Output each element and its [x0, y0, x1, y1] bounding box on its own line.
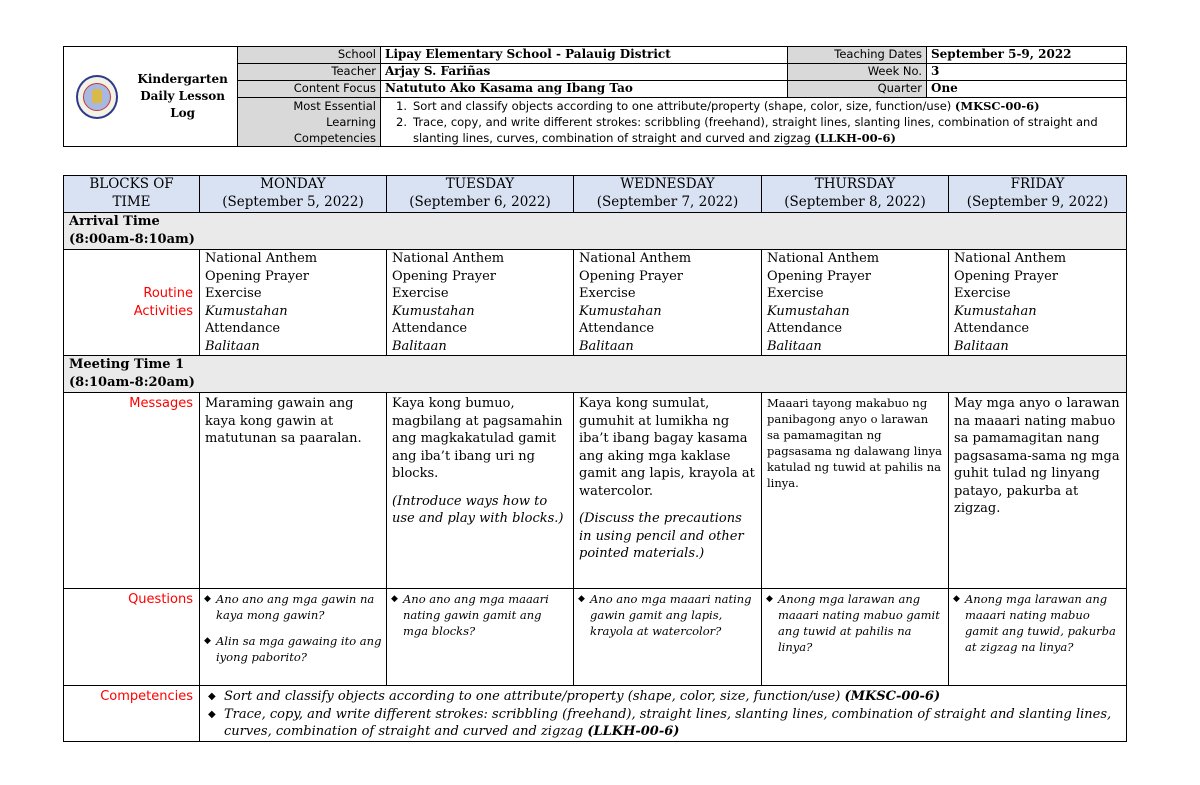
question-item: [204, 591, 382, 623]
message-text: Kaya kong sumulat, gumuhit at lumikha ng iba’t ibang bagay kasama ang aking mga kaklase gamit ang lapis, krayola at watercolor.: [579, 396, 755, 499]
day-date: (September 8, 2022): [784, 193, 926, 210]
routine-item: National Anthem: [579, 251, 692, 266]
day-header-thursday: [762, 176, 949, 213]
content-focus-label: Content Focus: [238, 81, 381, 98]
mel-text: Sort and classify objects according to one attribute/property (shape, color, size, function/use): [413, 99, 952, 113]
question-item: [953, 591, 1122, 655]
day-date: (September 9, 2022): [966, 193, 1109, 210]
mel-number: 2.: [396, 115, 407, 129]
routine-item: Kumustahan: [767, 303, 850, 319]
mel-list-cell: [381, 98, 1127, 147]
questions-wednesday: [574, 589, 762, 686]
question-item: [391, 591, 569, 639]
arrival-section-header: [64, 213, 1127, 250]
competency-item: [208, 706, 1122, 741]
routine-item: Attendance: [579, 321, 655, 336]
message-tuesday: [387, 393, 574, 589]
routine-item: Kumustahan: [579, 303, 662, 319]
routine-item: Opening Prayer: [579, 268, 683, 284]
routine-item: Balitaan: [205, 338, 260, 354]
routine-label-line: Routine: [143, 286, 193, 301]
day-header-monday: [200, 176, 387, 213]
questions-monday: [200, 589, 387, 686]
routine-item: Kumustahan: [392, 303, 475, 319]
routine-item: Opening Prayer: [392, 268, 496, 284]
day-date: (September 7, 2022): [596, 193, 739, 210]
mel-text: Trace, copy, and write different strokes: scribbling (freehand), straight lines, slanting lines, combination of straight and slanting lines, curves, combination of straight and curved and zigzag: [413, 115, 1098, 145]
section-title: Arrival Time: [69, 214, 160, 229]
routine-item: Opening Prayer: [205, 268, 309, 284]
mel-code: (LLKH-00-6): [814, 131, 896, 145]
deped-seal-icon: [76, 75, 118, 119]
routine-list-wednesday: [574, 250, 762, 356]
routine-list-thursday: [762, 250, 949, 356]
message-text: May mga anyo o larawan na maaari nating mabuo sa pamamagitan nang pagsasama-sama ng mga guhit tulad ng linyang patayo, pakurba at zigzag.: [954, 396, 1120, 516]
routine-item: Attendance: [392, 321, 468, 336]
competency-code: (LLKH-00-6): [587, 724, 680, 739]
teacher-value: Arjay S. Fariñas: [381, 64, 788, 81]
meeting-section-header: [64, 356, 1127, 393]
section-time: (8:10am-8:20am): [69, 374, 195, 390]
blocks-header-line: TIME: [112, 193, 151, 210]
mel-label: [238, 98, 381, 147]
competencies-cell: [200, 686, 1127, 742]
message-note: (Discuss the precautions in using pencil and other pointed materials.): [579, 511, 744, 561]
week-label: Week No.: [788, 64, 927, 81]
question-text: Alin sa mga gawaing ito ang iyong paborito?: [216, 634, 382, 664]
teaching-dates-value: September 5-9, 2022: [927, 47, 1127, 64]
messages-row: [64, 393, 1127, 589]
blocks-of-time-header: [64, 176, 200, 213]
routine-list-friday: [949, 250, 1127, 356]
question-text: Ano ano ang mga gawin na kaya mong gawin?: [216, 592, 375, 622]
bullet-icon: ◆: [578, 594, 585, 604]
competency-item: [208, 688, 1122, 706]
routine-item: Attendance: [205, 321, 281, 336]
questions-friday: [949, 589, 1127, 686]
message-thursday: [762, 393, 949, 589]
mel-item: [381, 114, 1122, 146]
mel-number: 1.: [396, 99, 407, 113]
grade-label: Kindergarten: [137, 72, 228, 86]
day-name: TUESDAY: [445, 176, 515, 192]
question-item: [578, 591, 757, 639]
day-date: (September 5, 2022): [222, 193, 364, 210]
routine-item: Opening Prayer: [767, 268, 871, 284]
day-header-wednesday: [574, 176, 762, 213]
questions-row: [64, 589, 1127, 686]
routine-item: Balitaan: [954, 338, 1009, 354]
routine-list-tuesday: [387, 250, 574, 356]
competency-code: (MKSC-00-6): [844, 689, 941, 704]
arrival-section-row: [64, 213, 1127, 250]
message-monday: [200, 393, 387, 589]
quarter-label: Quarter: [788, 81, 927, 98]
routine-item: Attendance: [767, 321, 843, 336]
messages-label: Messages: [64, 393, 200, 589]
message-text: Maaari tayong makabuo ng panibagong anyo o larawan sa pamamagitan ng pagsasama ng dalawang linya katulad ng tuwid at pahilis na linya.: [767, 396, 942, 490]
section-time: (8:00am-8:10am): [69, 231, 195, 247]
message-note: (Introduce ways how to use and play with blocks.): [392, 493, 564, 526]
question-text: Ano ano ang mga maaari nating gawin gamit ang mga blocks?: [403, 592, 549, 638]
day-header-tuesday: [387, 176, 574, 213]
routine-item: Exercise: [954, 286, 1011, 301]
mel-item: [381, 98, 1122, 114]
day-name: WEDNESDAY: [620, 176, 715, 192]
meeting-section-row: [64, 356, 1127, 393]
question-item: [766, 591, 944, 655]
day-name: MONDAY: [260, 176, 326, 192]
day-date: (September 6, 2022): [409, 193, 551, 210]
bullet-icon: ◆: [953, 594, 960, 604]
school-brand-cell: [64, 47, 238, 147]
routine-row: [64, 250, 1127, 356]
teacher-label: Teacher: [238, 64, 381, 81]
school-label: School: [238, 47, 381, 64]
bullet-icon: ◆: [204, 594, 211, 604]
log-title: Daily Lesson Log: [140, 89, 225, 120]
routine-item: Exercise: [767, 286, 824, 301]
quarter-value: One: [927, 81, 1127, 98]
bullet-icon: ◆: [208, 708, 216, 720]
day-header-row: [64, 176, 1127, 213]
day-name: THURSDAY: [814, 176, 896, 192]
routine-item: Exercise: [205, 286, 262, 301]
section-title: Meeting Time 1: [69, 357, 185, 372]
routine-item: Kumustahan: [205, 303, 288, 319]
question-text: Anong mga larawan ang maaari nating mabuo gamit ang tuwid, pakurba at zigzag na linya?: [965, 592, 1116, 654]
routine-item: National Anthem: [767, 251, 880, 266]
bullet-icon: ◆: [204, 636, 211, 646]
routine-item: Attendance: [954, 321, 1030, 336]
mel-list: [381, 98, 1126, 146]
week-value: 3: [927, 64, 1127, 81]
routine-item: National Anthem: [205, 251, 318, 266]
questions-label: Questions: [64, 589, 200, 686]
routine-label-line: Activities: [133, 303, 193, 319]
question-text: Ano ano mga maaari nating gawin gamit ang lapis, krayola at watercolor?: [590, 592, 752, 638]
questions-thursday: [762, 589, 949, 686]
competency-text: Trace, copy, and write different strokes: scribbling (freehand), straight lines, slanting lines, combination of straight and slanting lines, curves, combination of straight and curved and zigzag: [224, 706, 1112, 739]
mel-code: (MKSC-00-6): [954, 99, 1040, 113]
mel-label-line: Competencies: [293, 131, 376, 145]
competencies-row: [64, 686, 1127, 742]
routine-item: Kumustahan: [954, 303, 1037, 319]
mel-label-line: Learning: [326, 115, 376, 129]
routine-item: Balitaan: [579, 338, 634, 354]
bullet-icon: ◆: [208, 691, 216, 702]
mel-label-line: Most Essential: [293, 99, 376, 113]
school-value: Lipay Elementary School - Palauig District: [381, 47, 788, 64]
blocks-header-line: BLOCKS OF: [89, 176, 174, 192]
competencies-label: Competencies: [64, 686, 200, 742]
bullet-icon: ◆: [391, 594, 398, 604]
bullet-icon: ◆: [766, 594, 773, 604]
message-friday: [949, 393, 1127, 589]
routine-item: Opening Prayer: [954, 268, 1058, 284]
question-text: Anong mga larawan ang maaari nating mabuo gamit ang tuwid at pahilis na linya?: [778, 592, 940, 654]
routine-item: Exercise: [579, 286, 636, 301]
message-text: Kaya kong bumuo, magbilang at pagsamahin ang magkakatulad gamit ang iba’t ibang uri ng blocks.: [392, 396, 563, 481]
day-name: FRIDAY: [1010, 176, 1065, 192]
day-header-friday: [949, 176, 1127, 213]
questions-tuesday: [387, 589, 574, 686]
competency-text: Sort and classify objects according to one attribute/property (shape, color, size, function/use): [224, 689, 841, 704]
routine-item: Balitaan: [767, 338, 822, 354]
routine-item: National Anthem: [954, 251, 1067, 266]
routine-item: Balitaan: [392, 338, 447, 354]
lesson-log-table: [63, 175, 1127, 742]
message-text: Maraming gawain ang kaya kong gawin at matutunan sa paaralan.: [205, 396, 362, 446]
message-wednesday: [574, 393, 762, 589]
header-table: [63, 46, 1127, 147]
routine-item: National Anthem: [392, 251, 505, 266]
routine-label: [64, 250, 200, 356]
teaching-dates-label: Teaching Dates: [788, 47, 927, 64]
question-item: [204, 633, 382, 665]
routine-list-monday: [200, 250, 387, 356]
content-focus-value: Natututo Ako Kasama ang Ibang Tao: [381, 81, 788, 98]
routine-item: Exercise: [392, 286, 449, 301]
